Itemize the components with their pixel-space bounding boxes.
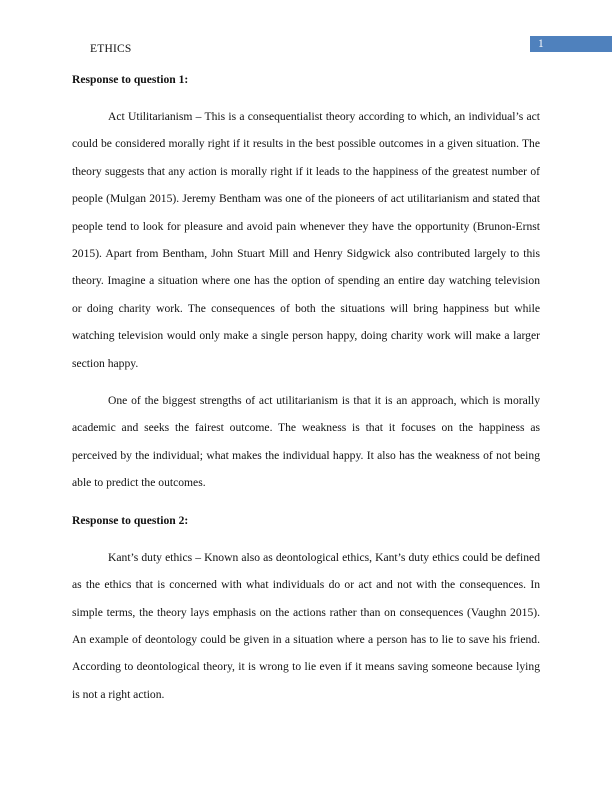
paragraph-strengths-weaknesses: One of the biggest strengths of act utilitarianism is that it is an approach, which is morally academic and seeks the fairest outcome. The weakness is that it focuses on the happiness as perceived by the individual; what makes the individual happy. It also has the weakness of not being able to predict the outcomes. xyxy=(72,394,540,490)
running-header: ETHICS xyxy=(90,43,132,55)
section-heading-question-2: Response to question 2: xyxy=(72,513,189,527)
document-body xyxy=(72,66,540,708)
page-number: 1 xyxy=(538,38,544,50)
paragraph-kant-duty-ethics: Kant’s duty ethics – Known also as deontological ethics, Kant’s duty ethics could be defined as the ethics that is concerned with what individuals do or act and not with the consequences. In simple terms, the theory lays emphasis on the actions rather than on consequences (Vaughn 2015). An example of deontology could be given in a situation where a person has to lie to save his friend. According to deontological theory, it is wrong to lie even if it means saving someone because lying is not a right action. xyxy=(72,550,540,701)
spacer xyxy=(72,497,540,507)
section-heading-question-1: Response to question 1: xyxy=(72,73,189,86)
spacer xyxy=(72,534,540,544)
paragraph-act-utilitarianism: Act Utilitarianism – This is a consequentialist theory according to which, an individual’s act could be considered morally right if it results in the best possible outcomes in a given situation. The theory suggests that any action is morally right if it leads to the happiness of the greatest number of people (Mulgan 2015). Jeremy Bentham was one of the pioneers of act utilitarianism and stated that people tend to look for pleasure and avoid pain whenever they have the opportunity (Brunon-Ernst 2015). Apart from Bentham, John Stuart Mill and Henry Sidgwick also contributed largely to this theory. Imagine a situation where one has the option of spending an entire day watching television or doing charity work. The consequences of both the situations will bring happiness but while watching television would only make a single person happy, doing charity work will make a larger section happy. xyxy=(72,110,540,370)
page-number-bar xyxy=(530,36,612,52)
spacer xyxy=(72,93,540,103)
spacer xyxy=(72,377,540,387)
